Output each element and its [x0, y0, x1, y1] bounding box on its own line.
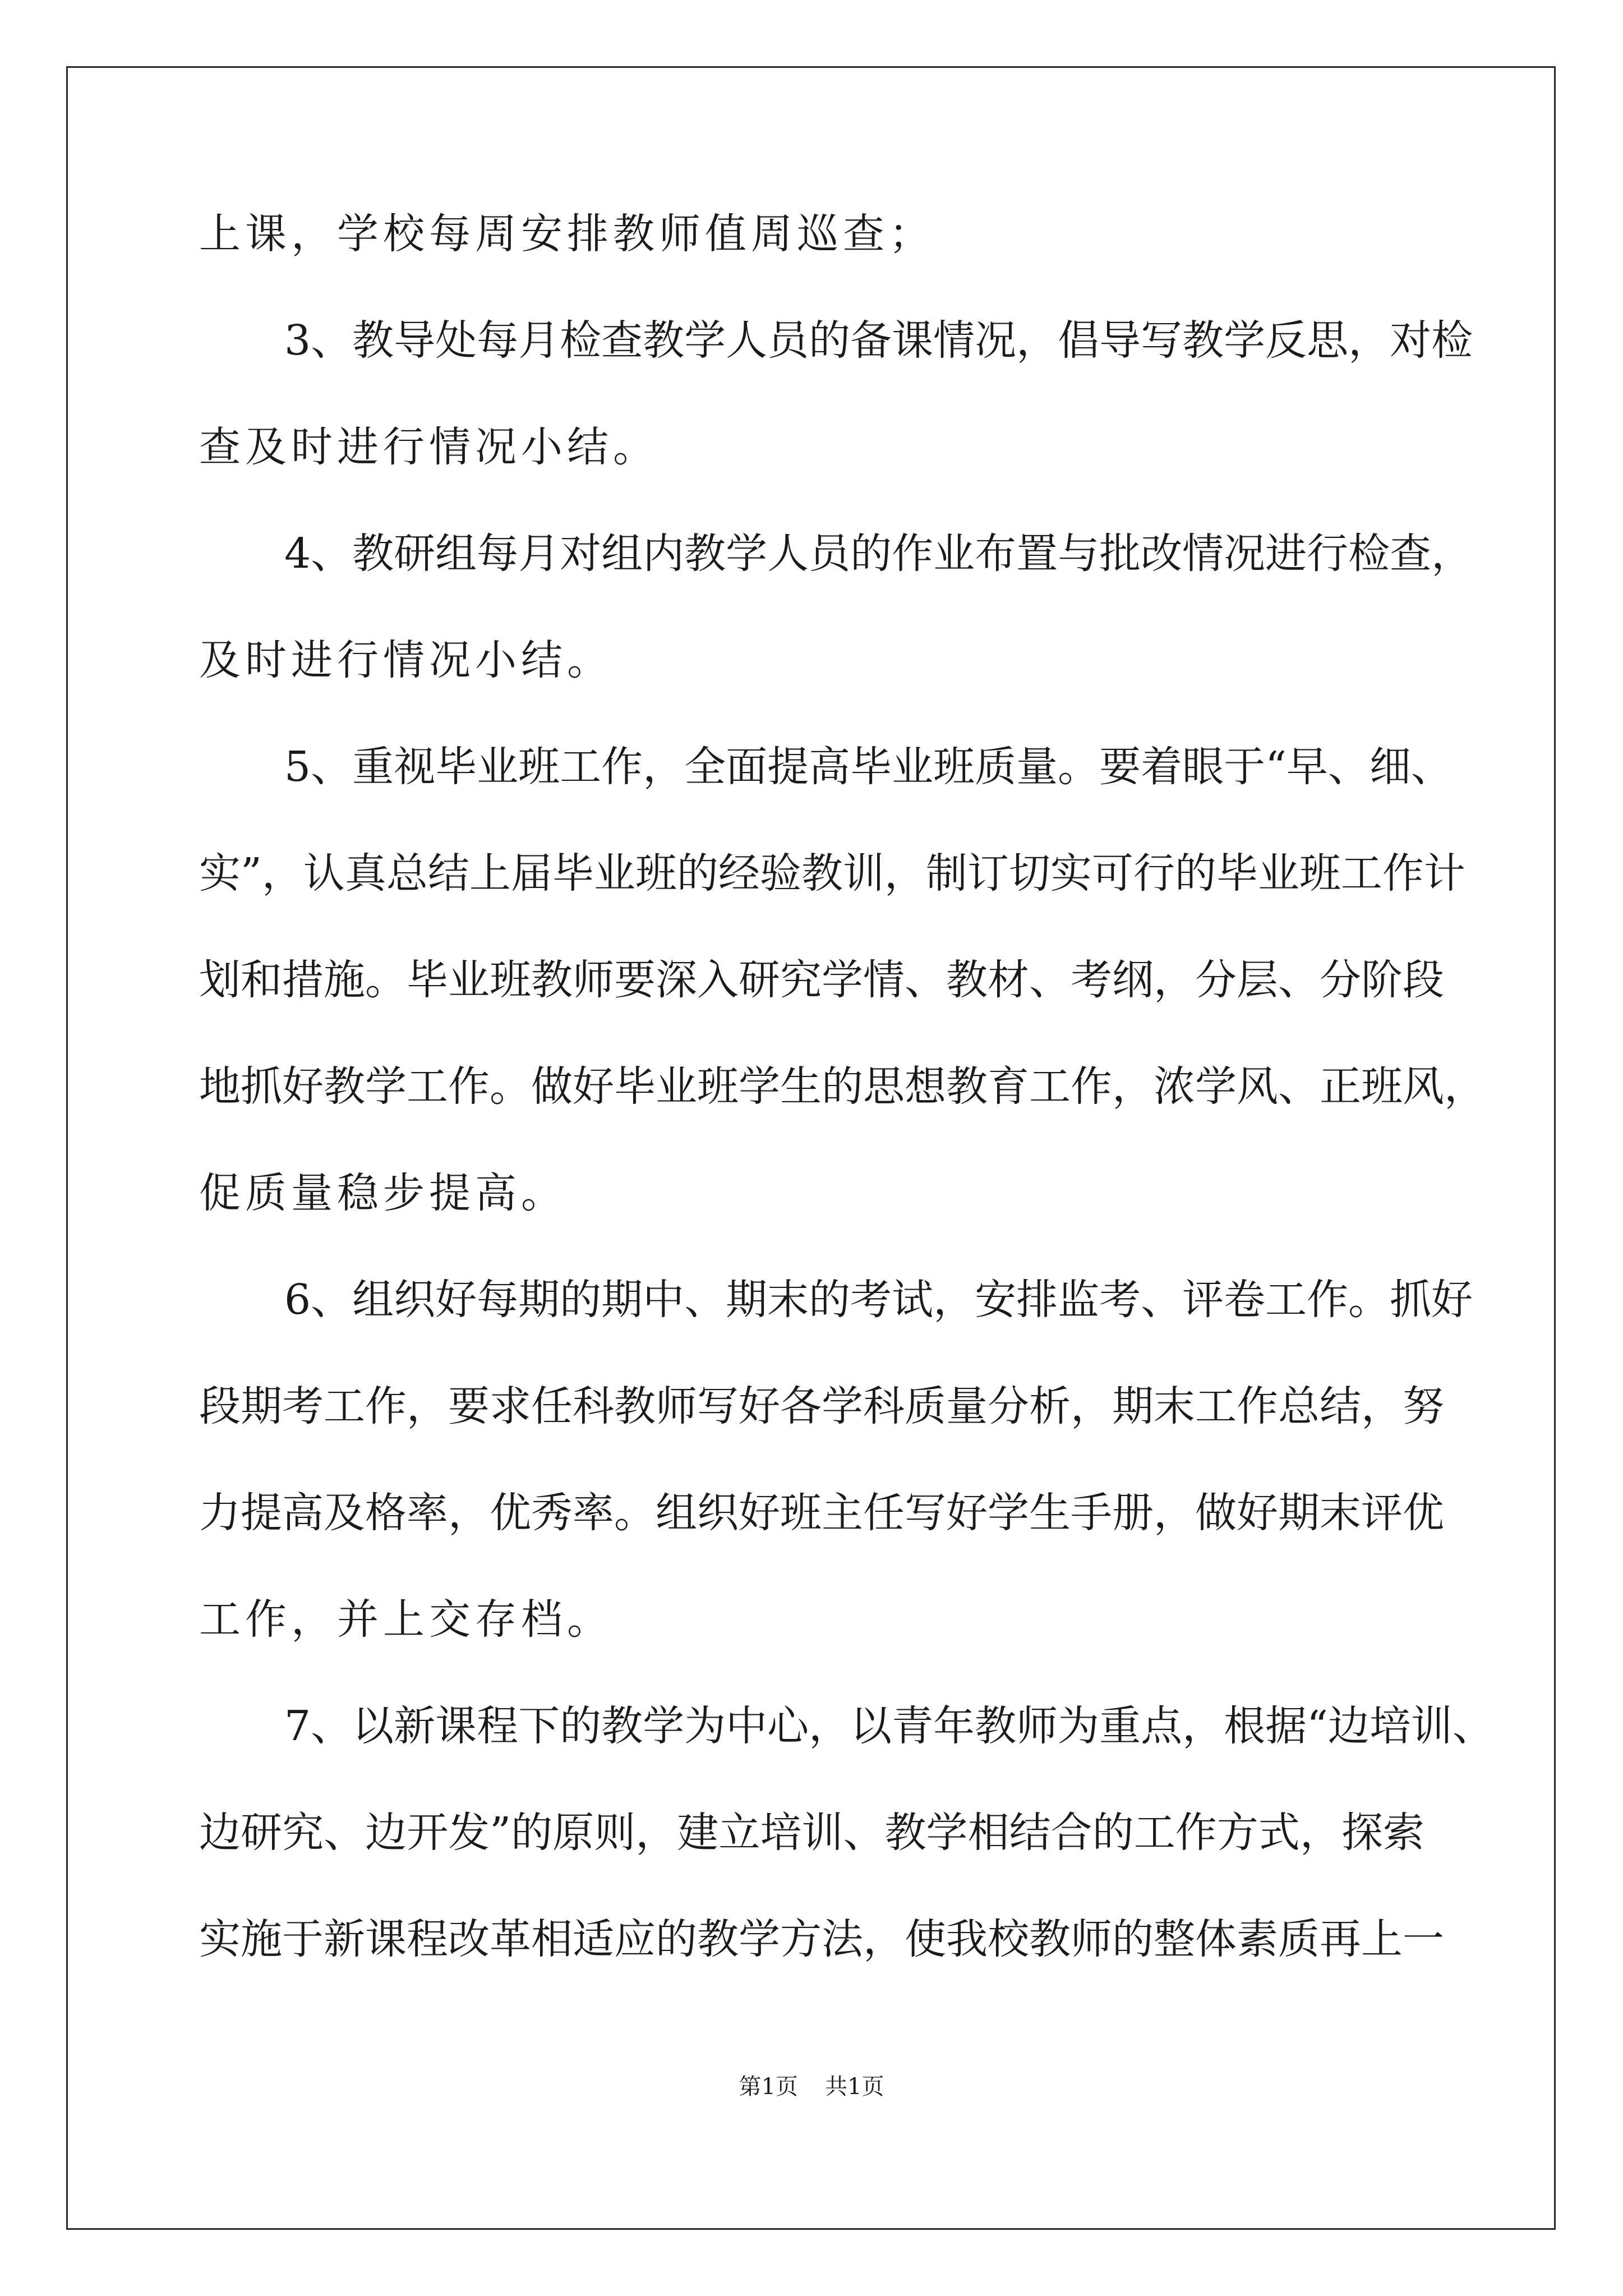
paragraph-line: 地抓好教学工作。做好毕业班学生的思想教育工作，浓学风、正班风， [199, 1062, 1486, 1111]
paragraph-line: 边研究、边开发”的原则，建立培训、教学相结合的工作方式，探索 [199, 1809, 1424, 1857]
page-footer [0, 2076, 1623, 2098]
document-body [199, 210, 1494, 2025]
paragraph-line: 划和措施。毕业班教师要深入研究学情、教材、考纲，分层、分阶段 [199, 956, 1444, 1004]
paragraph-line: 促质量稳步提高。 [199, 1169, 567, 1217]
paragraph-line: 段期考工作，要求任科教师写好各学科质量分析，期末工作总结，努 [199, 1382, 1444, 1430]
paragraph-line: 实”，认真总结上届毕业班的经验教训，制订切实可行的毕业班工作计 [199, 849, 1465, 898]
paragraph-line: 5、重视毕业班工作，全面提高毕业班质量。要着眼于“早、细、 [284, 743, 1453, 791]
paragraph-line: 工作，并上交存档。 [199, 1595, 613, 1644]
paragraph-line: 7、以新课程下的教学为中心，以青年教师为重点，根据“边培训、 [284, 1702, 1494, 1750]
paragraph-line: 4、教研组每月对组内教学人员的作业布置与批改情况进行检查， [284, 530, 1473, 578]
paragraph-line: 及时进行情况小结。 [199, 636, 613, 684]
paragraph-line: 力提高及格率，优秀率。组织好班主任写好学生手册，做好期末评优 [199, 1489, 1444, 1537]
page-total: 共1页 [825, 2074, 884, 2100]
paragraph-line: 3、教导处每月检查教学人员的备课情况，倡导写教学反思，对检 [284, 316, 1473, 365]
paragraph-line: 上课，学校每周安排教师值周巡查； [199, 210, 935, 258]
paragraph-line: 实施于新课程改革相适应的教学方法，使我校教师的整体素质再上一 [199, 1915, 1444, 1963]
page-number: 第1页 [739, 2074, 798, 2100]
paragraph-line: 6、组织好每期的期中、期末的考试，安排监考、评卷工作。抓好 [284, 1276, 1473, 1324]
paragraph-line: 查及时进行情况小结。 [199, 423, 659, 471]
